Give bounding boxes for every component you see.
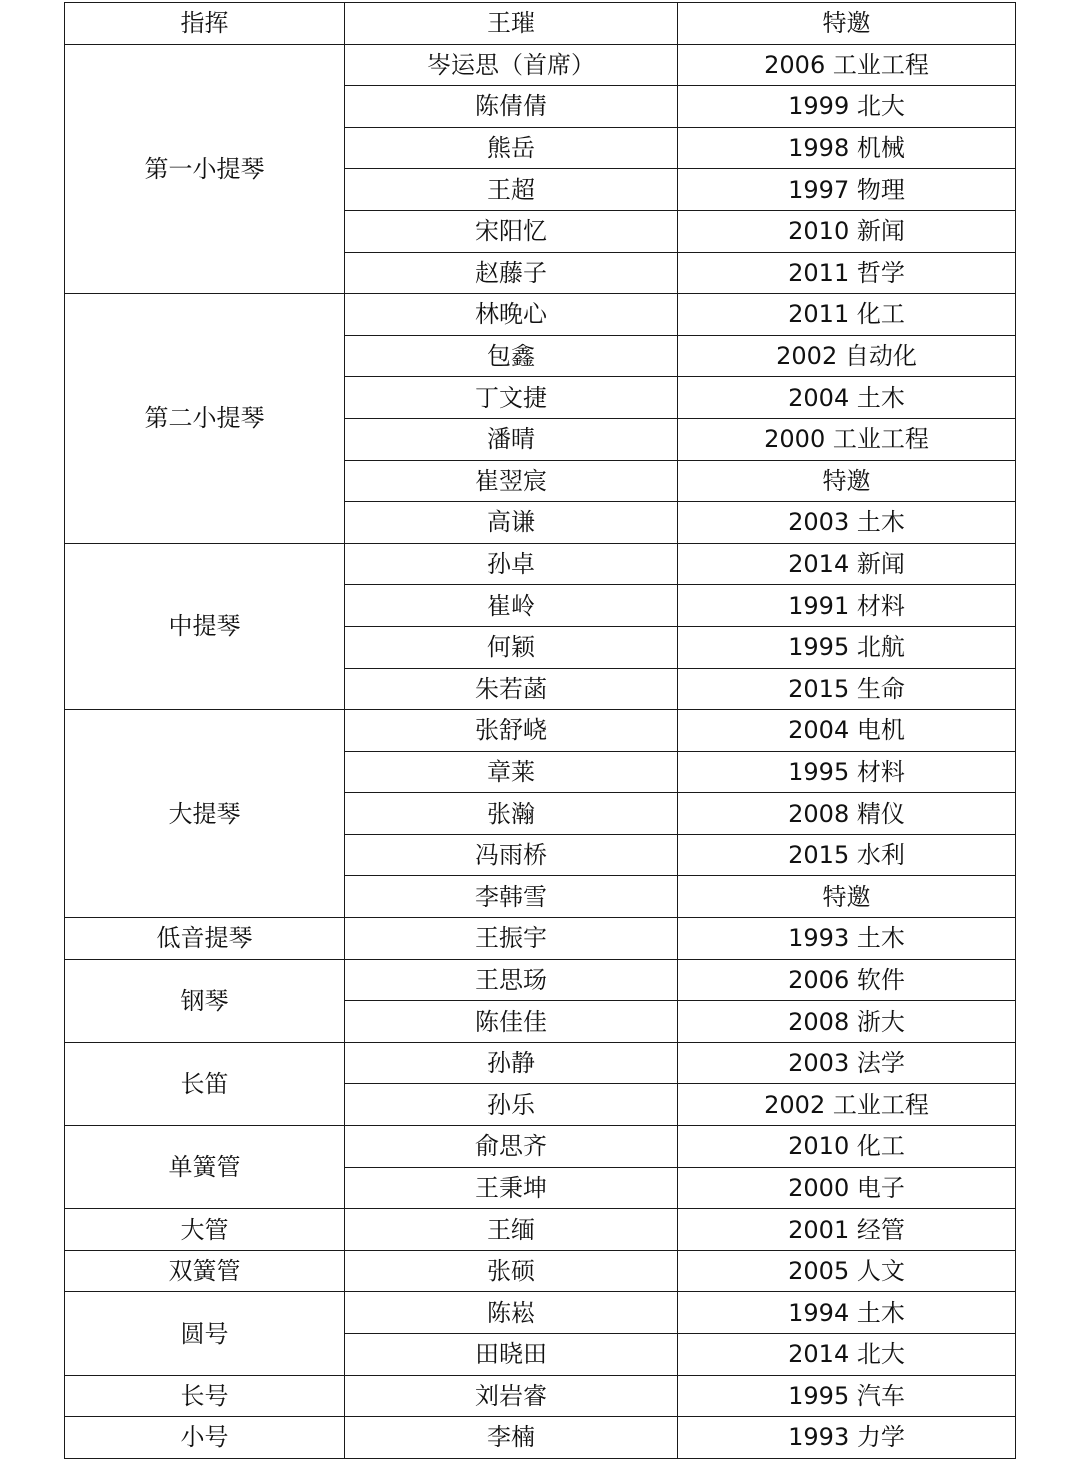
member-info: 2003 土木: [678, 502, 1016, 544]
section-name: 单簧管: [65, 1126, 345, 1209]
table-row: [65, 918, 1016, 960]
member-info: 1994 土木: [678, 1292, 1016, 1334]
member-name: 李楠: [345, 1417, 678, 1459]
table-row: [65, 1417, 1016, 1459]
member-info: 特邀: [678, 876, 1016, 918]
member-name: 俞思齐: [345, 1126, 678, 1168]
member-name: 宋阳忆: [345, 210, 678, 252]
section-name: 圆号: [65, 1292, 345, 1375]
section-name: 中提琴: [65, 543, 345, 709]
member-name: 陈佳佳: [345, 1001, 678, 1043]
table-row: [65, 1292, 1016, 1334]
table-row: [65, 1126, 1016, 1168]
table-row: [65, 1042, 1016, 1084]
member-name: 王振宇: [345, 918, 678, 960]
roster-body: [65, 3, 1016, 1459]
member-info: 2000 电子: [678, 1167, 1016, 1209]
member-info: 1995 北航: [678, 626, 1016, 668]
member-info: 2010 新闻: [678, 210, 1016, 252]
member-name: 田晓田: [345, 1334, 678, 1376]
member-name: 何颖: [345, 626, 678, 668]
table-row: [65, 1209, 1016, 1251]
member-info: 1991 材料: [678, 585, 1016, 627]
member-info: 1993 力学: [678, 1417, 1016, 1459]
member-name: 王秉坤: [345, 1167, 678, 1209]
member-name: 崔翌宸: [345, 460, 678, 502]
member-info: 2010 化工: [678, 1126, 1016, 1168]
member-info: 特邀: [678, 460, 1016, 502]
table-row: [65, 1250, 1016, 1292]
table-row: [65, 959, 1016, 1001]
member-name: 张硕: [345, 1250, 678, 1292]
member-info: 2011 化工: [678, 294, 1016, 336]
member-info: 2008 浙大: [678, 1001, 1016, 1043]
member-info: 2002 工业工程: [678, 1084, 1016, 1126]
member-info: 2014 北大: [678, 1334, 1016, 1376]
member-name: 王缅: [345, 1209, 678, 1251]
member-info: 2000 工业工程: [678, 418, 1016, 460]
member-info: 1998 机械: [678, 127, 1016, 169]
member-info: 2011 哲学: [678, 252, 1016, 294]
member-name: 丁文捷: [345, 377, 678, 419]
member-name: 冯雨桥: [345, 834, 678, 876]
conductor-info: 特邀: [678, 3, 1016, 45]
table-row: [65, 543, 1016, 585]
member-info: 2004 土木: [678, 377, 1016, 419]
table-row: [65, 294, 1016, 336]
member-name: 孙乐: [345, 1084, 678, 1126]
member-info: 2006 工业工程: [678, 44, 1016, 86]
member-name: 李韩雪: [345, 876, 678, 918]
member-name: 张瀚: [345, 793, 678, 835]
section-name: 双簧管: [65, 1250, 345, 1292]
member-name: 赵藤子: [345, 252, 678, 294]
member-info: 2015 生命: [678, 668, 1016, 710]
section-name: 大管: [65, 1209, 345, 1251]
member-info: 2001 经管: [678, 1209, 1016, 1251]
section-name: 低音提琴: [65, 918, 345, 960]
member-info: 1999 北大: [678, 86, 1016, 128]
member-info: 1995 材料: [678, 751, 1016, 793]
conductor-name: 王璀: [345, 3, 678, 45]
member-info: 1993 土木: [678, 918, 1016, 960]
member-name: 章莱: [345, 751, 678, 793]
member-name: 高谦: [345, 502, 678, 544]
member-name: 包鑫: [345, 335, 678, 377]
member-name: 熊岳: [345, 127, 678, 169]
member-name: 林晚心: [345, 294, 678, 336]
member-info: 2004 电机: [678, 710, 1016, 752]
section-name: 长笛: [65, 1042, 345, 1125]
member-name: 孙卓: [345, 543, 678, 585]
member-name: 岑运思（首席）: [345, 44, 678, 86]
member-info: 2015 水利: [678, 834, 1016, 876]
member-info: 2003 法学: [678, 1042, 1016, 1084]
member-info: 2006 软件: [678, 959, 1016, 1001]
member-name: 王思玚: [345, 959, 678, 1001]
conductor-row: [65, 3, 1016, 45]
member-name: 潘晴: [345, 418, 678, 460]
member-name: 崔岭: [345, 585, 678, 627]
member-name: 王超: [345, 169, 678, 211]
member-info: 2008 精仪: [678, 793, 1016, 835]
section-name: 小号: [65, 1417, 345, 1459]
section-name: 第一小提琴: [65, 44, 345, 294]
member-name: 孙静: [345, 1042, 678, 1084]
section-name: 大提琴: [65, 710, 345, 918]
member-info: 2005 人文: [678, 1250, 1016, 1292]
table-row: [65, 44, 1016, 86]
member-name: 朱若菡: [345, 668, 678, 710]
table-row: [65, 1375, 1016, 1417]
conductor-label: 指挥: [65, 3, 345, 45]
table-row: [65, 710, 1016, 752]
member-info: 2014 新闻: [678, 543, 1016, 585]
member-name: 张舒峣: [345, 710, 678, 752]
roster-table: [64, 2, 1016, 1459]
member-name: 刘岩睿: [345, 1375, 678, 1417]
section-name: 长号: [65, 1375, 345, 1417]
member-name: 陈倩倩: [345, 86, 678, 128]
member-info: 1997 物理: [678, 169, 1016, 211]
section-name: 钢琴: [65, 959, 345, 1042]
section-name: 第二小提琴: [65, 294, 345, 544]
member-name: 陈崧: [345, 1292, 678, 1334]
member-info: 1995 汽车: [678, 1375, 1016, 1417]
member-info: 2002 自动化: [678, 335, 1016, 377]
